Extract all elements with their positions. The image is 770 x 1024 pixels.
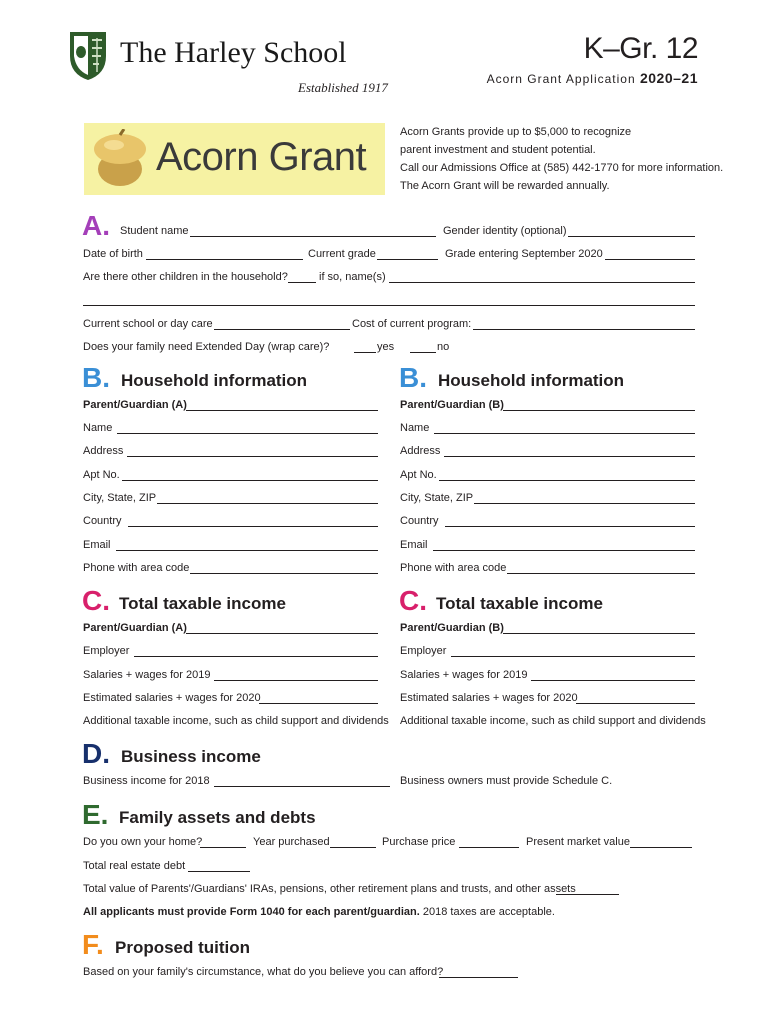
- name-field-b[interactable]: [434, 433, 695, 434]
- employer-field-a[interactable]: [134, 656, 378, 657]
- income-parent-a-label: Parent/Guardian (A): [83, 622, 187, 634]
- address-field-a[interactable]: [127, 456, 378, 457]
- grade-entering-field[interactable]: [605, 259, 695, 260]
- schedule-c-note: Business owners must provide Schedule C.: [400, 775, 613, 787]
- gender-label: Gender identity (optional): [443, 225, 567, 237]
- form-1040-note: [83, 906, 555, 918]
- country-field-a[interactable]: [128, 526, 378, 527]
- current-grade-field[interactable]: [377, 259, 438, 260]
- section-c-title-left: Total taxable income: [119, 594, 286, 613]
- extended-day-no-label: no: [437, 341, 450, 353]
- dob-label: Date of birth: [83, 248, 143, 260]
- intro-line: parent investment and student potential.: [400, 144, 596, 156]
- application-year: 2020–21: [639, 70, 698, 86]
- form-1040-bold: All applicants must provide Form 1040 for each parent/guardian.: [83, 906, 420, 918]
- parent-b-label: Parent/Guardian (B): [400, 399, 504, 411]
- if-so-label: if so, name(s): [319, 271, 386, 283]
- email-label-b: Email: [400, 539, 428, 551]
- real-estate-debt-field[interactable]: [188, 871, 250, 872]
- grade-range: K–Gr. 12: [583, 32, 698, 65]
- employer-label-b: Employer: [400, 645, 447, 657]
- parent-a-label: Parent/Guardian (A): [83, 399, 187, 411]
- children-names-field-2[interactable]: [83, 305, 695, 306]
- retirement-field[interactable]: [556, 894, 619, 895]
- salaries-2019-label-a: Salaries + wages for 2019: [83, 669, 211, 681]
- city-field-a[interactable]: [157, 503, 378, 504]
- employer-field-b[interactable]: [451, 656, 695, 657]
- student-name-field[interactable]: [190, 236, 436, 237]
- gender-field[interactable]: [568, 236, 695, 237]
- phone-field-b[interactable]: [507, 573, 695, 574]
- city-field-b[interactable]: [474, 503, 695, 504]
- intro-line: The Acorn Grant will be rewarded annually.: [400, 180, 610, 192]
- section-d-letter: D.: [82, 738, 110, 769]
- current-school-field[interactable]: [214, 329, 350, 330]
- section-d-title: Business income: [121, 747, 261, 766]
- section-b-letter-right: B.: [399, 362, 427, 393]
- name-label-a: Name: [83, 422, 113, 434]
- city-label-a: City, State, ZIP: [83, 492, 157, 504]
- country-field-b[interactable]: [445, 526, 695, 527]
- additional-income-label-a: Additional taxable income, such as child support and dividends: [83, 715, 389, 727]
- established-year: Established 1917: [298, 80, 388, 95]
- intro-line: Call our Admissions Office at (585) 442-1770 for more information.: [400, 162, 724, 174]
- country-label-a: Country: [83, 515, 122, 527]
- intro-line: Acorn Grants provide up to $5,000 to recognize: [400, 126, 632, 138]
- apt-field-b[interactable]: [439, 480, 695, 481]
- business-income-label: Business income for 2018: [83, 775, 210, 787]
- section-b-title-left: Household information: [121, 371, 308, 390]
- address-label-b: Address: [400, 445, 441, 457]
- intro-text: [400, 123, 723, 195]
- est-2020-field-b[interactable]: [576, 703, 695, 704]
- email-field-a[interactable]: [116, 550, 378, 551]
- afford-field[interactable]: [439, 977, 518, 978]
- employer-label-a: Employer: [83, 645, 130, 657]
- address-label-a: Address: [83, 445, 124, 457]
- banner-title: Acorn Grant: [156, 135, 367, 179]
- parent-a-field[interactable]: [186, 410, 378, 411]
- est-2020-label-b: Estimated salaries + wages for 2020: [400, 692, 578, 704]
- afford-label: Based on your family's circumstance, what do you believe you can afford?: [83, 966, 444, 978]
- salaries-2019-label-b: Salaries + wages for 2019: [400, 669, 528, 681]
- purchase-price-field[interactable]: [459, 847, 519, 848]
- apt-field-a[interactable]: [122, 480, 378, 481]
- retirement-label: Total value of Parents'/Guardians' IRAs, pensions, other retirement plans and trusts, and other assets: [83, 883, 576, 895]
- country-label-b: Country: [400, 515, 439, 527]
- section-c-letter-right: C.: [399, 585, 427, 616]
- section-e-title: Family assets and debts: [119, 808, 316, 827]
- acorn-grant-banner: [84, 123, 385, 195]
- income-parent-a-field[interactable]: [186, 633, 378, 634]
- income-parent-b-label: Parent/Guardian (B): [400, 622, 504, 634]
- own-home-field[interactable]: [200, 847, 246, 848]
- email-field-b[interactable]: [433, 550, 695, 551]
- extended-day-yes-label: yes: [377, 341, 395, 353]
- salaries-2019-field-b[interactable]: [531, 680, 695, 681]
- additional-income-label-b: Additional taxable income, such as child support and dividends: [400, 715, 706, 727]
- year-purchased-field[interactable]: [330, 847, 376, 848]
- application-title: Acorn Grant Application: [486, 72, 636, 86]
- section-e-letter: E.: [82, 799, 109, 830]
- own-home-label: Do you own your home?: [83, 836, 203, 848]
- extended-day-no-field[interactable]: [410, 352, 436, 353]
- other-children-label: Are there other children in the household?: [83, 271, 288, 283]
- section-c-title-right: Total taxable income: [436, 594, 603, 613]
- apt-label-a: Apt No.: [83, 469, 120, 481]
- dob-field[interactable]: [146, 259, 303, 260]
- phone-label-b: Phone with area code: [400, 562, 507, 574]
- current-school-label: Current school or day care: [83, 318, 213, 330]
- cost-program-label: Cost of current program:: [352, 318, 472, 330]
- phone-label-a: Phone with area code: [83, 562, 190, 574]
- business-income-field[interactable]: [214, 786, 390, 787]
- income-parent-b-field[interactable]: [503, 633, 695, 634]
- parent-b-field[interactable]: [503, 410, 695, 411]
- market-value-label: Present market value: [526, 836, 630, 848]
- school-name: The Harley School: [120, 36, 347, 69]
- apt-label-b: Apt No.: [400, 469, 437, 481]
- current-grade-label: Current grade: [308, 248, 376, 260]
- section-c-letter-left: C.: [82, 585, 110, 616]
- year-purchased-label: Year purchased: [253, 836, 330, 848]
- student-name-label: Student name: [120, 225, 189, 237]
- section-f-letter: F.: [82, 929, 104, 960]
- est-2020-field-a[interactable]: [259, 703, 378, 704]
- cost-program-field[interactable]: [473, 329, 695, 330]
- acorn-image: [90, 129, 152, 191]
- section-b-letter-left: B.: [82, 362, 110, 393]
- children-names-field[interactable]: [389, 282, 695, 283]
- salaries-2019-field-a[interactable]: [214, 680, 378, 681]
- name-field-a[interactable]: [117, 433, 378, 434]
- school-crest-logo: [68, 30, 108, 82]
- application-title-line: [487, 70, 698, 86]
- purchase-price-label: Purchase price: [382, 836, 456, 848]
- extended-day-yes-field[interactable]: [354, 352, 376, 353]
- other-children-field[interactable]: [288, 282, 316, 283]
- real-estate-debt-label: Total real estate debt: [83, 860, 186, 872]
- email-label-a: Email: [83, 539, 111, 551]
- form-1040-rest: 2018 taxes are acceptable.: [419, 906, 555, 918]
- name-label-b: Name: [400, 422, 430, 434]
- section-b-title-right: Household information: [438, 371, 625, 390]
- section-f-title: Proposed tuition: [115, 938, 251, 957]
- extended-day-label: Does your family need Extended Day (wrap care)?: [83, 341, 330, 353]
- est-2020-label-a: Estimated salaries + wages for 2020: [83, 692, 261, 704]
- address-field-b[interactable]: [444, 456, 695, 457]
- phone-field-a[interactable]: [190, 573, 378, 574]
- section-a-letter: A.: [82, 210, 110, 241]
- city-label-b: City, State, ZIP: [400, 492, 474, 504]
- market-value-field[interactable]: [630, 847, 692, 848]
- grade-entering-label: Grade entering September 2020: [445, 248, 603, 260]
